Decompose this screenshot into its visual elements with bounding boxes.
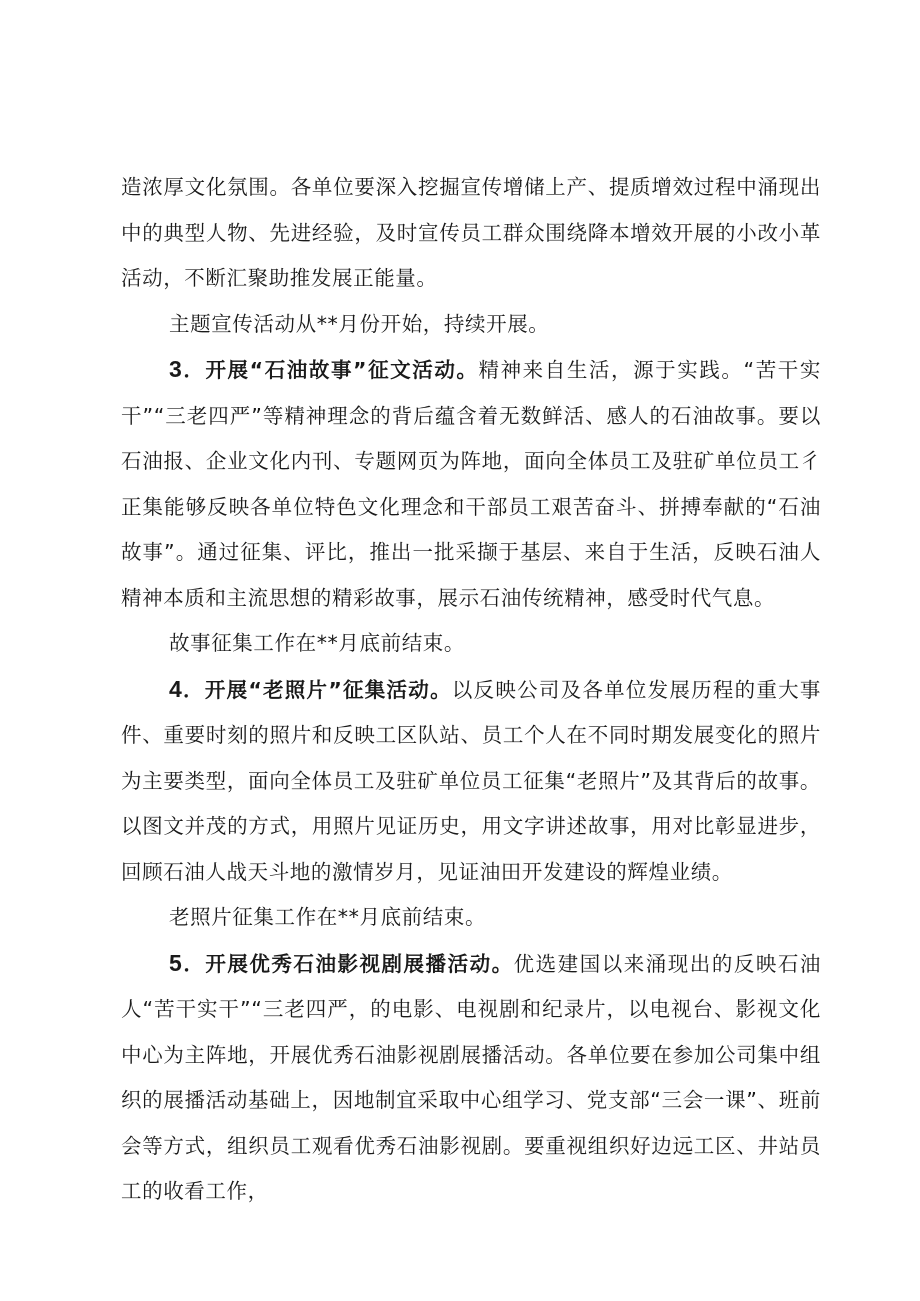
paragraph-section-5 (121, 941, 821, 1215)
section-heading: ．开展“石油故事”征文活动。 (182, 358, 479, 382)
paragraph-section-3 (121, 347, 821, 621)
section-body: 以反映公司及各单位发展历程的重大事件、重要时刻的照片和反映工区队站、员工个人在不同时期发展变化的照片为主要类型，面向全体员工及驻矿单位员工征集“老照片”及其背后的故事。以图文并茂的方式，用照片见证历史，用文字讲述故事，用对比彰显进步，回顾石油人战天斗地的激情岁月，见证油田开发建设的辉煌业绩。 (121, 677, 822, 884)
paragraph-schedule-photo: 老照片征集工作在**月底前结束。 (169, 905, 487, 929)
document-body (121, 165, 821, 1215)
section-number: 5 (169, 949, 183, 976)
section-body: 精神来自生活，源于实践。“苦干实干”“三老四严”等精神理念的背后蕴含着无数鲜活、感人的石油故事。要以石油报、企业文化内刊、专题网页为阵地，面向全体员工及驻矿单位员工彳正集能够反映各单位特色文化理念和干部员工艰苦奋斗、拼搏奉献的“石油故事”。通过征集、评比，推出一批采撷于基层、来自于生活，反映石油人精神本质和主流思想的精彩故事，展示石油传统精神，感受时代气息。 (121, 358, 821, 610)
section-heading: ．开展“老照片”征集活动。 (182, 677, 452, 702)
paragraph-schedule-story: 故事征集工作在**月底前结束。 (169, 631, 465, 655)
section-number: 4 (169, 675, 183, 702)
section-body: 优选建国以来涌现出的反映石油人“苦干实干”“三老四严，的电影、电视剧和纪录片，以电视台、影视文化中心为主阵地，开展优秀石油影视剧展播活动。各单位要在参加公司集中组织的展播活动基础上，因地制宜采取中心组学习、党支部“三会一课”、班前会等方式，组织员工观看优秀石油影视剧。要重视组织好边远工区、井站员工的收看工作， (121, 951, 822, 1203)
section-number: 3 (169, 356, 183, 382)
paragraph-schedule-theme: 主题宣传活动从**月份开始，持续开展。 (169, 311, 550, 336)
paragraph-section-4 (121, 667, 821, 896)
section-heading: ．开展优秀石油影视剧展播活动。 (182, 951, 514, 976)
paragraph-continuation: 造浓厚文化氛围。各单位要深入挖掘宣传增储上产、提质增效过程中涌现出中的典型人物、先进经验，及时宣传员工群众围绕降本增效开展的小改小革活动，不断汇聚助推发展正能量。 (121, 175, 821, 290)
